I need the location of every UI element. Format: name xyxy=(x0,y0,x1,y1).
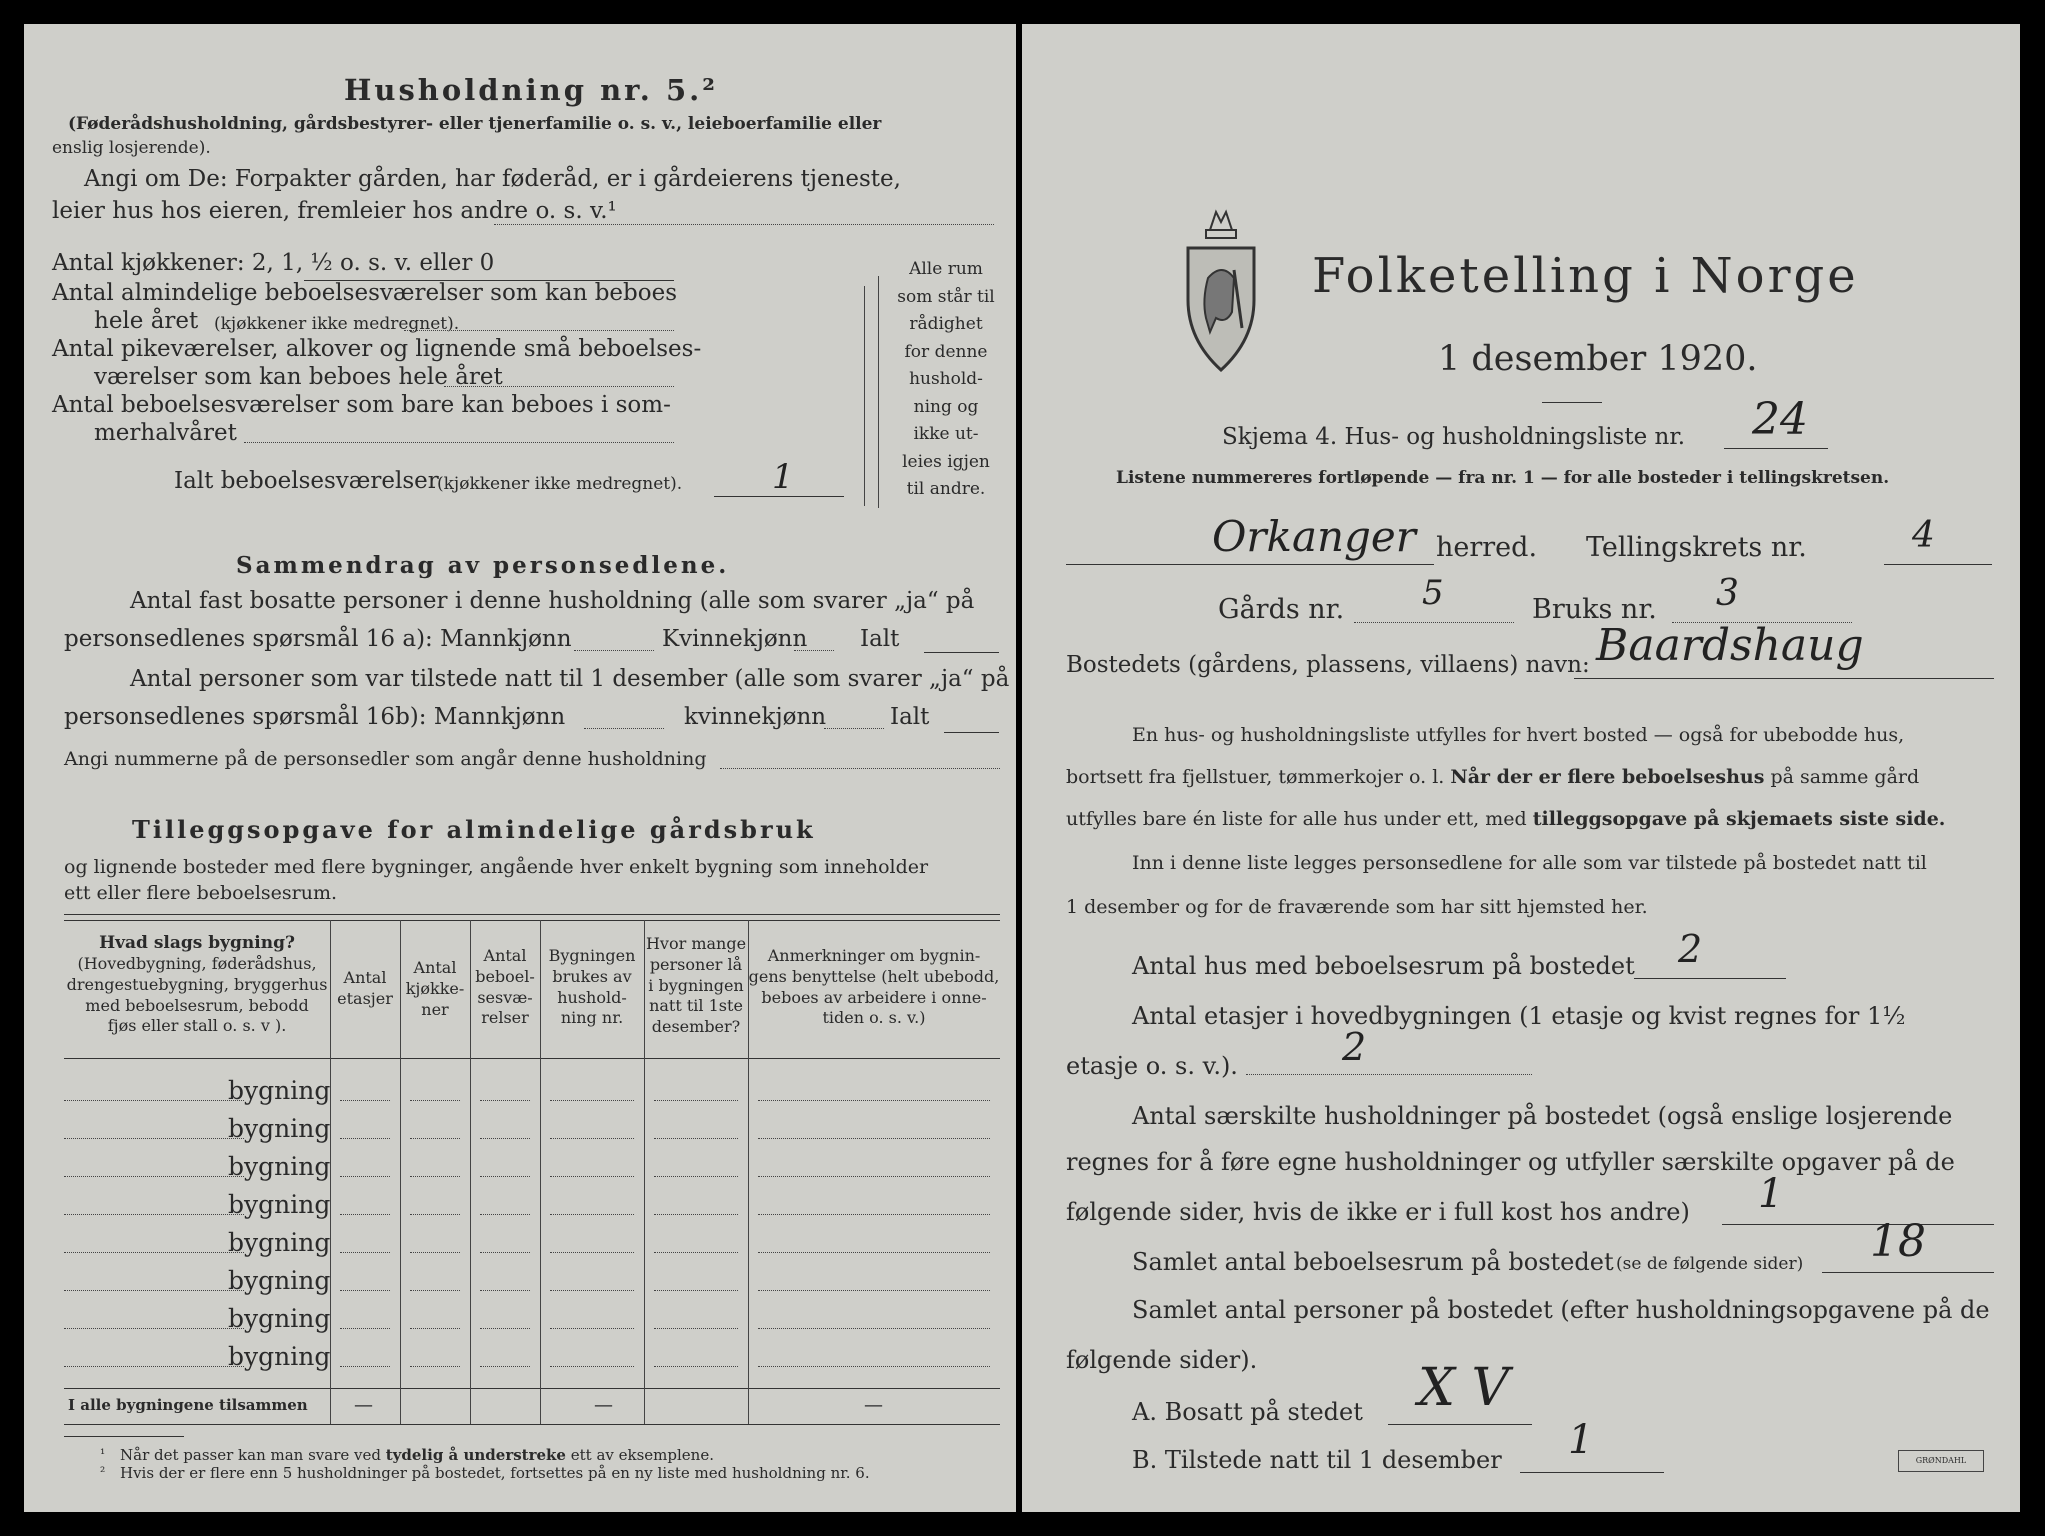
cell-fill-line xyxy=(550,1100,634,1101)
instructions-2c: på samme gård xyxy=(1764,766,1920,788)
side-note-bracket xyxy=(864,286,865,506)
houses-value: 2 xyxy=(1678,927,1703,971)
cell-fill-line xyxy=(654,1252,738,1253)
summary-line-2a: personsedlenes spørsmål 16 a): Mannkjønn xyxy=(64,626,572,652)
floors-line xyxy=(1246,1074,1532,1075)
summary-fill-2 xyxy=(794,650,834,651)
col-head-building xyxy=(64,932,330,1037)
cell-fill-line xyxy=(410,1100,460,1101)
rooms-total-label-b: (se de følgende sider) xyxy=(1616,1254,1804,1274)
gards-label: Gårds nr. xyxy=(1218,594,1345,625)
floors-label-b: etasje o. s. v.). xyxy=(1066,1052,1238,1080)
summary-line-2c: Ialt xyxy=(860,626,900,652)
cell-fill-line xyxy=(550,1328,634,1329)
cell-fill-line xyxy=(758,1366,990,1367)
total-floors-dash: — xyxy=(354,1394,373,1416)
cell-fill-line xyxy=(550,1214,634,1215)
herred-label: herred. xyxy=(1436,532,1538,563)
bruks-value: 3 xyxy=(1716,573,1739,614)
col-head-line: hushold- xyxy=(557,987,627,1007)
cell-fill-line xyxy=(758,1252,990,1253)
summary-line-3: Antal personer som var tilstede natt til 1 desember (alle som svarer „ja“ på xyxy=(130,666,1010,692)
row-label: bygning xyxy=(228,1228,331,1257)
side-note-line: leies igjen xyxy=(902,451,990,472)
cell-fill-line xyxy=(480,1252,530,1253)
total-household-dash: — xyxy=(594,1394,613,1416)
row-fill-line xyxy=(64,1328,244,1329)
cell-fill-line xyxy=(410,1176,460,1177)
col-head-floors xyxy=(330,968,400,1010)
bosted-value: Baardshaug xyxy=(1596,620,1864,671)
cell-fill-line xyxy=(654,1176,738,1177)
footnote-1c: ett av eksemplene. xyxy=(565,1446,714,1464)
cell-fill-line xyxy=(550,1290,634,1291)
rooms-total-value: 18 xyxy=(1870,1216,1926,1267)
summary-fill-3 xyxy=(924,652,999,653)
cell-fill-line xyxy=(480,1214,530,1215)
herred-value: Orkanger xyxy=(1212,512,1416,561)
row-fill-line xyxy=(64,1138,244,1139)
supplement-line-1: og lignende bosteder med flere bygninger, angående hver enkelt bygning som inneholder xyxy=(64,856,929,878)
total-rooms-value: 1 xyxy=(772,457,794,497)
footnote-rule xyxy=(64,1436,184,1437)
households-value: 1 xyxy=(1758,1171,1784,1217)
angi-line-2: leier hus hos eieren, fremleier hos andre o. s. v.¹ xyxy=(52,198,617,224)
col-head-line: med beboelsesrum, bebodd xyxy=(85,995,309,1015)
herred-line xyxy=(1066,564,1434,565)
instructions-2a: bortsett fra fjellstuer, tømmerkojer o. l. xyxy=(1066,766,1451,788)
side-note-line: ikke ut- xyxy=(913,424,979,444)
summary-fill-4 xyxy=(584,728,664,729)
resident-label: A. Bosatt på stedet xyxy=(1132,1398,1363,1426)
cell-fill-line xyxy=(550,1252,634,1253)
row-fill-line xyxy=(64,1100,244,1101)
cell-fill-line xyxy=(758,1290,990,1291)
cell-fill-line xyxy=(758,1138,990,1139)
cell-fill-line xyxy=(340,1290,390,1291)
side-note-line: for denne xyxy=(904,341,988,362)
row-fill-line xyxy=(64,1290,244,1291)
cell-fill-line xyxy=(410,1214,460,1215)
census-date: 1 desember 1920. xyxy=(1438,339,1758,379)
summer-rooms-fill xyxy=(244,442,674,443)
col-head-line: tiden o. s. v.) xyxy=(822,1008,926,1028)
row-label: bygning xyxy=(228,1190,331,1219)
row-label: bygning xyxy=(228,1152,331,1181)
col-head-line: personer lå xyxy=(649,954,743,974)
bosted-label: Bostedets (gårdens, plassens, villaens) navn: xyxy=(1066,652,1590,678)
col-head-line: Antal xyxy=(413,958,457,977)
row-label: bygning xyxy=(228,1304,331,1333)
cell-fill-line xyxy=(654,1290,738,1291)
row-label: bygning xyxy=(228,1342,331,1371)
col-head-line: Bygningen xyxy=(548,946,636,965)
col-head-remarks xyxy=(748,946,1000,1029)
instructions-3a: utfylles bare én liste for alle hus under ett, med xyxy=(1066,808,1533,830)
title-divider xyxy=(1542,402,1602,403)
resident-value: X V xyxy=(1418,1358,1510,1418)
households-label-b: regnes for å føre egne husholdninger og utfyller særskilte opgaver på de xyxy=(1066,1148,1955,1176)
total-remarks-dash: — xyxy=(864,1394,883,1416)
total-rooms-b: (kjøkkener ikke medregnet). xyxy=(437,474,683,494)
total-rooms-a: Ialt beboelsesværelser xyxy=(174,468,439,494)
summary-fill-6 xyxy=(944,732,999,733)
cell-fill-line xyxy=(758,1328,990,1329)
col-head-line: brukes av xyxy=(552,966,632,986)
present-line xyxy=(1520,1472,1664,1473)
krets-line xyxy=(1884,564,1992,565)
household-title: Husholdning nr. 5.² xyxy=(344,73,718,107)
footnote-1b: tydelig å understreke xyxy=(385,1446,566,1464)
cell-fill-line xyxy=(480,1138,530,1139)
houses-line xyxy=(1634,978,1786,979)
maid-rooms-a: Antal pikeværelser, alkover og lignende små beboelses- xyxy=(52,336,702,362)
bruks-label: Bruks nr. xyxy=(1532,594,1657,625)
coat-of-arms-icon xyxy=(1182,200,1260,380)
cell-fill-line xyxy=(550,1366,634,1367)
instructions-4: Inn i denne liste legges personsedlene for alle som var tilstede på bostedet natt til xyxy=(1132,852,1927,874)
supplement-title: Tilleggsopgave for almindelige gårdsbruk xyxy=(132,815,816,844)
col-head-kitchens xyxy=(400,958,470,1020)
right-page xyxy=(1022,24,2020,1512)
col-head-line: gens benyttelse (helt ubebodd, xyxy=(748,966,1000,986)
printer-stamp: GRØNDAHL xyxy=(1898,1450,1984,1472)
krets-value: 4 xyxy=(1912,515,1935,556)
cell-fill-line xyxy=(550,1176,634,1177)
schema-label: Skjema 4. Hus- og husholdningsliste nr. xyxy=(1222,424,1686,450)
col-head-line: beboes av arbeidere i onne- xyxy=(761,987,987,1007)
side-note-line: Alle rum xyxy=(909,259,983,279)
households-label-c: følgende sider, hvis de ikke er i full kost hos andre) xyxy=(1066,1198,1690,1226)
col-head-line: etasjer xyxy=(337,988,393,1008)
col-head-line: i bygningen xyxy=(648,975,744,995)
col-head-line: Antal xyxy=(343,968,387,987)
gards-line xyxy=(1354,622,1514,623)
col-head-line: relser xyxy=(481,1008,529,1028)
side-note xyxy=(886,256,1006,504)
census-title: Folketelling i Norge xyxy=(1312,248,1859,304)
cell-fill-line xyxy=(654,1328,738,1329)
rooms-total-label-a: Samlet antal beboelsesrum på bostedet xyxy=(1132,1248,1614,1276)
table-bottom-rule xyxy=(64,1424,1000,1425)
cell-fill-line xyxy=(340,1252,390,1253)
cell-fill-line xyxy=(480,1366,530,1367)
instructions-3 xyxy=(1066,810,1945,829)
col-head-line: Antal xyxy=(483,946,527,965)
footnote-1a: Når det passer kan man svare ved xyxy=(120,1446,386,1464)
numbering-note: Listene nummereres fortløpende — fra nr. 1 — for alle bosteder i tellingskretsen. xyxy=(1116,468,1890,488)
col-head-persons xyxy=(644,934,748,1038)
cell-fill-line xyxy=(654,1366,738,1367)
left-page xyxy=(24,24,1016,1512)
bosted-line xyxy=(1574,678,1994,679)
col-head-line: drengestuebygning, bryggerhus xyxy=(66,974,328,994)
floors-label-a: Antal etasjer i hovedbygningen (1 etasje og kvist regnes for 1½ xyxy=(1132,1002,1906,1030)
footnote-1-number: ¹ xyxy=(100,1447,106,1462)
houses-label: Antal hus med beboelsesrum på bostedet xyxy=(1132,952,1635,980)
cell-fill-line xyxy=(340,1100,390,1101)
summary-line-1: Antal fast bosatte personer i denne husholdning (alle som svarer „ja“ på xyxy=(130,588,975,614)
summary-line-4c: Ialt xyxy=(890,704,930,730)
rooms-total-line xyxy=(1822,1272,1994,1273)
side-note-line: som står til xyxy=(897,286,995,307)
cell-fill-line xyxy=(480,1328,530,1329)
cell-fill-line xyxy=(340,1366,390,1367)
col-head-line: sesvæ- xyxy=(477,987,533,1007)
col-head-line: beboel- xyxy=(475,966,535,986)
maid-rooms-fill xyxy=(444,386,674,387)
col-head-line: ner xyxy=(421,999,449,1019)
summary-line-4a: personsedlenes spørsmål 16b): Mannkjønn xyxy=(64,704,566,730)
col-head-household xyxy=(540,946,644,1029)
row-label: bygning xyxy=(228,1076,331,1105)
row-label: bygning xyxy=(228,1266,331,1295)
summary-line-2b: Kvinnekjønn xyxy=(662,626,808,652)
cell-fill-line xyxy=(550,1138,634,1139)
table-top-rule-2 xyxy=(64,920,1000,921)
summary-line-4b: kvinnekjønn xyxy=(684,704,827,730)
col-head-line: kjøkke- xyxy=(405,978,465,998)
cell-fill-line xyxy=(340,1214,390,1215)
summary-fill-1 xyxy=(574,650,654,651)
instructions-2 xyxy=(1066,768,1919,787)
row-fill-line xyxy=(64,1366,244,1367)
present-value: 1 xyxy=(1568,1417,1594,1463)
floors-value: 2 xyxy=(1342,1025,1367,1069)
cell-fill-line xyxy=(758,1214,990,1215)
household-subtitle-2: enslig losjerende). xyxy=(52,138,211,158)
cell-fill-line xyxy=(654,1214,738,1215)
cell-fill-line xyxy=(410,1328,460,1329)
persons-label-b: følgende sider). xyxy=(1066,1346,1258,1374)
schema-value: 24 xyxy=(1752,394,1808,445)
rooms-label-a: Antal almindelige beboelsesværelser som kan beboes xyxy=(52,280,678,306)
cell-fill-line xyxy=(480,1290,530,1291)
krets-label: Tellingskrets nr. xyxy=(1586,532,1807,563)
footnote-1 xyxy=(120,1448,714,1463)
maid-rooms-b: værelser som kan beboes hele året xyxy=(94,364,503,390)
row-label: bygning xyxy=(228,1114,331,1143)
instructions-1: En hus- og husholdningsliste utfylles for hvert bosted — også for ubebodde hus, xyxy=(1132,724,1905,746)
present-label: B. Tilstede natt til 1 desember xyxy=(1132,1446,1502,1474)
col-head-line: fjøs eller stall o. s. v ). xyxy=(107,1016,287,1036)
angi-fill-line xyxy=(494,224,994,225)
rooms-label-c: (kjøkkener ikke medregnet). xyxy=(214,314,460,334)
cell-fill-line xyxy=(340,1328,390,1329)
gards-value: 5 xyxy=(1422,573,1444,613)
summer-rooms-b: merhalvåret xyxy=(94,420,237,446)
summer-rooms-a: Antal beboelsesværelser som bare kan beboes i som- xyxy=(52,392,671,418)
total-row-label: I alle bygningene tilsammen xyxy=(68,1396,308,1414)
cell-fill-line xyxy=(654,1138,738,1139)
summary-fill-5 xyxy=(824,728,884,729)
cell-fill-line xyxy=(410,1290,460,1291)
cell-fill-line xyxy=(340,1176,390,1177)
col-head-line: (Hovedbygning, føderådshus, xyxy=(77,954,317,974)
col-head-line: Hvor mange xyxy=(645,934,747,953)
col-head-building-title: Hvad slags bygning? xyxy=(99,933,295,953)
table-top-rule xyxy=(64,914,1000,915)
persons-label-a: Samlet antal personer på bostedet (efter husholdningsopgavene på de xyxy=(1132,1296,1990,1324)
cell-fill-line xyxy=(340,1138,390,1139)
cell-fill-line xyxy=(410,1138,460,1139)
summary-title: Sammendrag av personsedlene. xyxy=(236,552,730,579)
side-note-rule xyxy=(878,276,879,508)
side-note-line: til andre. xyxy=(906,479,986,499)
household-subtitle-1: (Føderådshusholdning, gårdsbestyrer- eller tjenerfamilie o. s. v., leieboerfamilie eller xyxy=(68,114,882,134)
instructions-5: 1 desember og for de fraværende som har sitt hjemsted her. xyxy=(1066,896,1648,918)
row-fill-line xyxy=(64,1176,244,1177)
cell-fill-line xyxy=(654,1100,738,1101)
cell-fill-line xyxy=(480,1176,530,1177)
instructions-2b: Når der er flere beboelseshus xyxy=(1450,766,1765,788)
footnote-2-number: ² xyxy=(100,1465,106,1480)
cell-fill-line xyxy=(758,1100,990,1101)
side-note-line: ning og xyxy=(913,396,979,417)
side-note-line: hushold- xyxy=(909,369,983,389)
row-fill-line xyxy=(64,1214,244,1215)
angi-line-1: Angi om De: Forpakter gården, har føderåd, er i gårdeierens tjeneste, xyxy=(84,166,901,192)
summary-line-5: Angi nummerne på de personsedler som angår denne husholdning xyxy=(64,748,707,770)
footnote-2: Hvis der er flere enn 5 husholdninger på bostedet, fortsettes på en ny liste med husholdning nr. 6. xyxy=(120,1464,870,1482)
kitchens-label: Antal kjøkkener: 2, 1, ½ o. s. v. eller 0 xyxy=(52,250,495,276)
instructions-3b: tilleggsopgave på skjemaets siste side. xyxy=(1532,808,1946,830)
summary-fill-7 xyxy=(720,768,1000,769)
col-head-line: natt til 1ste xyxy=(649,996,743,1016)
households-label-a: Antal særskilte husholdninger på bostedet (også enslige losjerende xyxy=(1132,1102,1953,1130)
table-head-rule xyxy=(64,1058,1000,1059)
col-head-line: desember? xyxy=(651,1017,741,1037)
row-fill-line xyxy=(64,1252,244,1253)
side-note-line: rådighet xyxy=(909,314,983,334)
cell-fill-line xyxy=(480,1100,530,1101)
col-head-line: ning nr. xyxy=(560,1008,624,1028)
rooms-fill xyxy=(404,330,674,331)
col-head-rooms xyxy=(470,946,540,1029)
schema-line xyxy=(1724,448,1828,449)
col-head-line: Anmerkninger om bygnin- xyxy=(767,946,981,965)
households-line xyxy=(1722,1224,1994,1225)
cell-fill-line xyxy=(410,1366,460,1367)
supplement-line-2: ett eller flere beboelsesrum. xyxy=(64,882,338,904)
table-total-rule xyxy=(64,1388,1000,1389)
cell-fill-line xyxy=(410,1252,460,1253)
cell-fill-line xyxy=(758,1176,990,1177)
rooms-label-b: hele året xyxy=(94,308,199,334)
resident-line xyxy=(1388,1424,1532,1425)
